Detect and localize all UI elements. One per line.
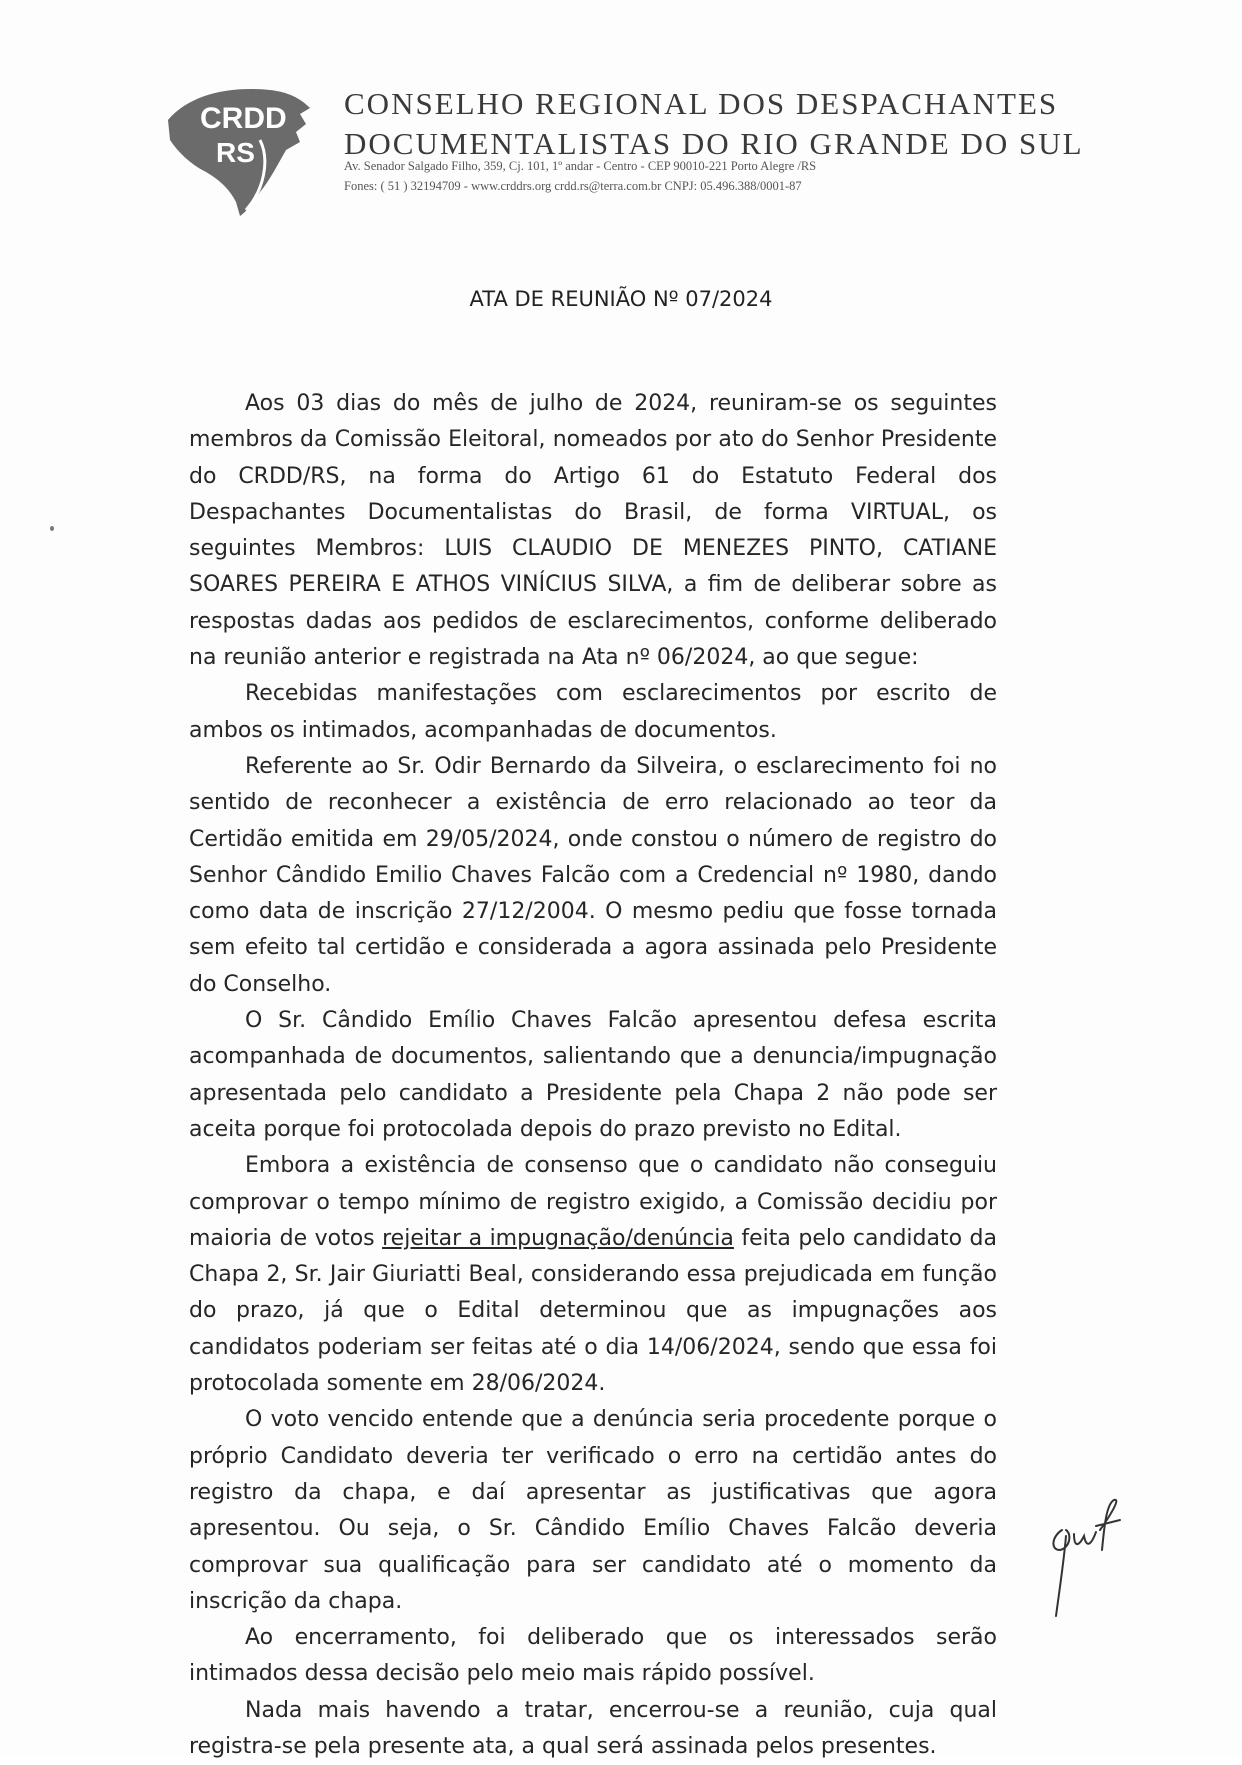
- document-body: [189, 386, 997, 1765]
- scan-speck: [50, 526, 54, 531]
- paragraph-5: [189, 1148, 997, 1402]
- paragraph-6: O voto vencido entende que a denúncia seria procedente porque o próprio Candidato deveria ter verificado o erro na certidão antes do registro da chapa, e daí apresentar as justificativas que agora apresentou. Ou seja, o Sr. Cândido Emílio Chaves Falcão deveria comprovar sua qualificação para ser candidato até o momento da inscrição da chapa.: [189, 1407, 997, 1614]
- document-title: ATA DE REUNIÃO Nº 07/2024: [469, 287, 773, 311]
- organization-name: [344, 84, 1204, 164]
- paragraph-7: Ao encerramento, foi deliberado que os interessados serão intimados dessa decisão pelo meio mais rápido possível.: [189, 1625, 997, 1687]
- logo-text-crdd: CRDD: [200, 102, 287, 135]
- handwritten-initials: [1044, 1490, 1134, 1630]
- organization-address: [344, 156, 1204, 196]
- paragraph-5-part-2: feita pelo candidato da Chapa 2, Sr. Jair Giuriatti Beal, considerando essa prejudicada em função do prazo, já que o Edital determinou que as impugnações aos candidatos poderiam ser feitas até o dia 14/06/2024, sendo que essa foi protocolada somente em 28/06/2024.: [189, 1225, 997, 1397]
- organization-name-line-1: CONSELHO REGIONAL DOS DESPACHANTES: [344, 86, 1059, 121]
- address-line: Av. Senador Salgado Filho, 359, Cj. 101, 1º andar - Centro - CEP 90010-221 Porto Alegre /RS: [344, 159, 817, 173]
- paragraph-2: Recebidas manifestações com esclarecimentos por escrito de ambos os intimados, acompanhadas de documentos.: [189, 681, 997, 743]
- paragraph-8: Nada mais havendo a tratar, encerrou-se a reunião, cuja qual registra-se pela presente ata, a qual será assinada pelos presentes.: [189, 1697, 997, 1759]
- paragraph-5-part-1: Embora a existência de consenso que o candidato não conseguiu comprovar o tempo mínimo de registro exigido, a Comissão decidiu por maioria de votos: [189, 1153, 997, 1251]
- underlined-decision: rejeitar a impugnação/denúncia: [382, 1225, 734, 1251]
- paragraph-1: Aos 03 dias do mês de julho de 2024, reuniram-se os seguintes membros da Comissão Eleitoral, nomeados por ato do Senhor Presidente do CRDD/RS, na forma do Artigo 61 do Estatuto Federal dos Despachantes Documentalistas do Brasil, de forma VIRTUAL, os seguintes Membros: LUIS CLAUDIO DE MENEZES PINTO, CATIANE SOARES PEREIRA E ATHOS VINÍCIUS SILVA, a fim de deliberar sobre as respostas dadas aos pedidos de esclarecimentos, conforme deliberado na reunião anterior e registrada na Ata nº 06/2024, ao que segue:: [189, 391, 997, 671]
- logo-text-rs: RS: [216, 137, 255, 168]
- contact-line: Fones: ( 51 ) 32194709 - www.crddrs.org crdd.rs@terra.com.br CNPJ: 05.496.388/0001-87: [344, 179, 802, 193]
- organization-name-line-2: DOCUMENTALISTAS DO RIO GRANDE DO SUL: [344, 126, 1084, 161]
- paragraph-4: O Sr. Cândido Emílio Chaves Falcão apresentou defesa escrita acompanhada de documentos, salientando que a denuncia/impugnação apresentada pelo candidato a Presidente pela Chapa 2 não pode ser aceita porque foi protocolada depois do prazo previsto no Edital.: [189, 1008, 997, 1142]
- crdd-rs-logo: [160, 80, 330, 220]
- paragraph-3: Referente ao Sr. Odir Bernardo da Silveira, o esclarecimento foi no sentido de reconhecer a existência de erro relacionado ao teor da Certidão emitida em 29/05/2024, onde constou o número de registro do Senhor Cândido Emilio Chaves Falcão com a Credencial nº 1980, dando como data de inscrição 27/12/2004. O mesmo pediu que fosse tornada sem efeito tal certidão e considerada a agora assinada pelo Presidente do Conselho.: [189, 753, 997, 997]
